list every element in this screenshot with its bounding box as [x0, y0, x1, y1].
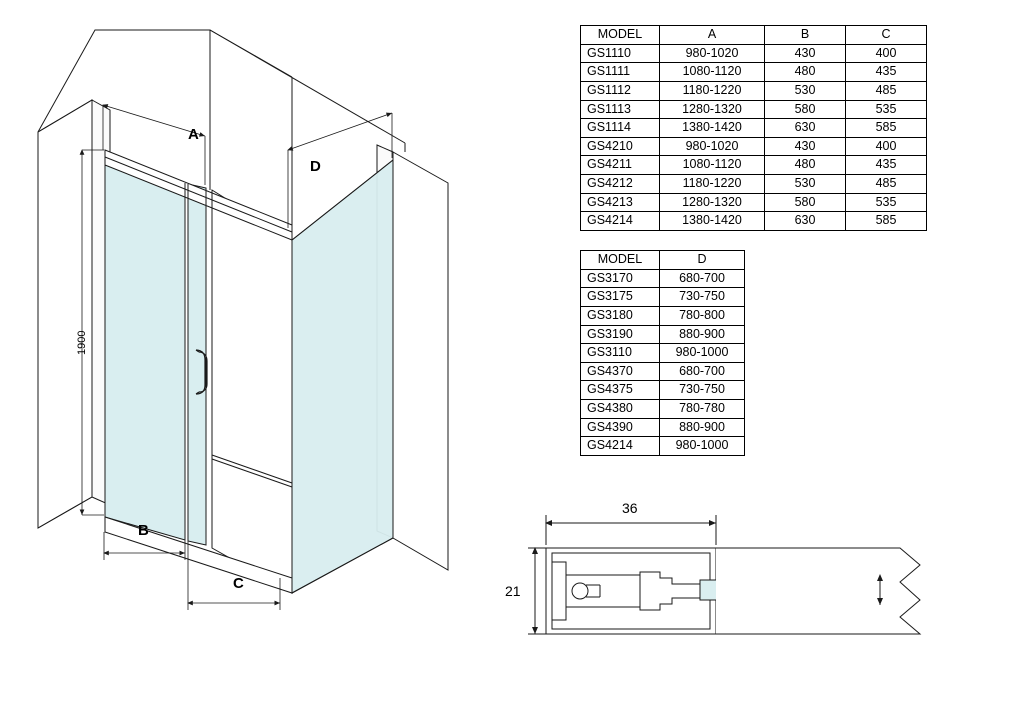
cell-model: GS3175	[581, 288, 660, 307]
cell-c: 435	[846, 156, 927, 175]
cell-model: GS1114	[581, 119, 660, 138]
cell-model: GS1112	[581, 81, 660, 100]
cell-a: 1180-1220	[660, 81, 765, 100]
model-dimensions-table-d	[580, 250, 745, 456]
table-row	[581, 137, 927, 156]
dim-label-d: D	[310, 158, 321, 175]
cell-model: GS1111	[581, 63, 660, 82]
cell-b: 630	[765, 212, 846, 231]
cell-d: 980-1000	[660, 344, 745, 363]
cell-d: 730-750	[660, 288, 745, 307]
table-row	[581, 381, 745, 400]
cell-model: GS4213	[581, 193, 660, 212]
cell-d: 680-700	[660, 269, 745, 288]
table-row	[581, 193, 927, 212]
cell-model: GS4380	[581, 400, 660, 419]
table-row	[581, 212, 927, 231]
table-row	[581, 437, 745, 456]
cell-a: 1280-1320	[660, 100, 765, 119]
cell-d: 980-1000	[660, 437, 745, 456]
profile-width-label: 36	[622, 500, 638, 516]
table-row	[581, 269, 745, 288]
table-row	[581, 156, 927, 175]
left-wall-pillar	[38, 100, 110, 528]
column-header-model: MODEL	[581, 251, 660, 270]
cell-a: 1380-1420	[660, 119, 765, 138]
cell-model: GS4390	[581, 418, 660, 437]
column-header-model: MODEL	[581, 26, 660, 45]
cell-d: 680-700	[660, 362, 745, 381]
cell-b: 580	[765, 193, 846, 212]
cell-a: 1080-1120	[660, 63, 765, 82]
cell-d: 780-780	[660, 400, 745, 419]
cell-model: GS3180	[581, 306, 660, 325]
cell-model: GS4214	[581, 437, 660, 456]
dim-label-b: B	[138, 522, 149, 539]
table-row	[581, 325, 745, 344]
cell-b: 430	[765, 137, 846, 156]
column-header-b: B	[765, 26, 846, 45]
table-row	[581, 418, 745, 437]
cell-a: 1280-1320	[660, 193, 765, 212]
cell-d: 730-750	[660, 381, 745, 400]
cell-model: GS4210	[581, 137, 660, 156]
cell-model: GS1113	[581, 100, 660, 119]
front-glass-panels	[105, 150, 292, 593]
table-header-row	[581, 26, 927, 45]
cell-c: 485	[846, 81, 927, 100]
cell-b: 580	[765, 100, 846, 119]
cell-model: GS4212	[581, 175, 660, 194]
dim-label-height: 1900	[76, 330, 88, 355]
cell-a: 980-1020	[660, 44, 765, 63]
profile-cross-section	[528, 515, 920, 634]
cell-c: 485	[846, 175, 927, 194]
table-row	[581, 100, 927, 119]
cell-c: 400	[846, 137, 927, 156]
dim-label-a: A	[188, 126, 199, 143]
table-row	[581, 400, 745, 419]
cell-c: 535	[846, 193, 927, 212]
cell-c: 535	[846, 100, 927, 119]
table-row	[581, 119, 927, 138]
cell-d: 880-900	[660, 325, 745, 344]
cell-model: GS3190	[581, 325, 660, 344]
column-header-d: D	[660, 251, 745, 270]
cell-model: GS3170	[581, 269, 660, 288]
cell-a: 1180-1220	[660, 175, 765, 194]
side-glass-panel	[292, 160, 393, 593]
dim-label-c: C	[233, 575, 244, 592]
table-header-row	[581, 251, 745, 270]
cell-d: 780-800	[660, 306, 745, 325]
table-row	[581, 306, 745, 325]
cell-b: 480	[765, 63, 846, 82]
cell-d: 880-900	[660, 418, 745, 437]
cell-c: 585	[846, 119, 927, 138]
cell-model: GS4211	[581, 156, 660, 175]
table-row	[581, 344, 745, 363]
column-header-a: A	[660, 26, 765, 45]
cell-model: GS4375	[581, 381, 660, 400]
table-row	[581, 288, 745, 307]
table-row	[581, 44, 927, 63]
cell-b: 530	[765, 81, 846, 100]
table-row	[581, 362, 745, 381]
cell-b: 630	[765, 119, 846, 138]
cell-b: 480	[765, 156, 846, 175]
cell-a: 1080-1120	[660, 156, 765, 175]
table-row	[581, 81, 927, 100]
cell-model: GS3110	[581, 344, 660, 363]
cell-b: 430	[765, 44, 846, 63]
model-dimensions-table-abc	[580, 25, 927, 231]
cell-model: GS4214	[581, 212, 660, 231]
cell-model: GS1110	[581, 44, 660, 63]
column-header-c: C	[846, 26, 927, 45]
cell-model: GS4370	[581, 362, 660, 381]
cell-c: 435	[846, 63, 927, 82]
cell-a: 1380-1420	[660, 212, 765, 231]
profile-height-label: 21	[505, 583, 521, 599]
table-row	[581, 63, 927, 82]
table-row	[581, 175, 927, 194]
cell-c: 585	[846, 212, 927, 231]
cell-a: 980-1020	[660, 137, 765, 156]
cell-b: 530	[765, 175, 846, 194]
cell-c: 400	[846, 44, 927, 63]
